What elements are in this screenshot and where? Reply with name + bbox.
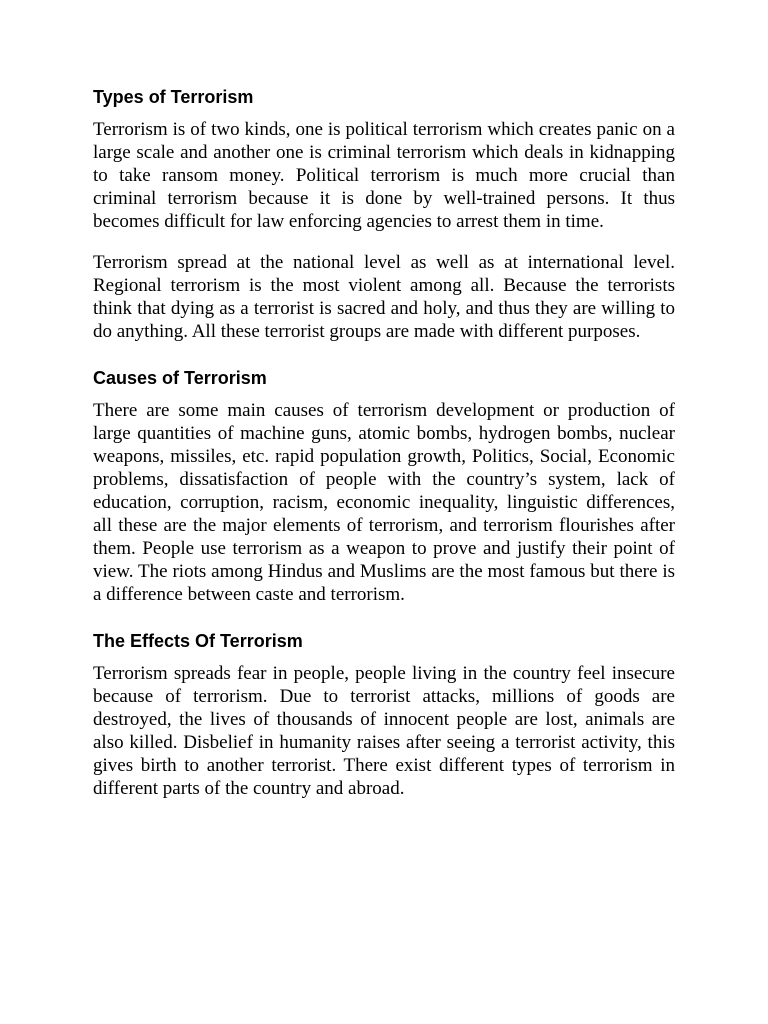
section-causes-of-terrorism xyxy=(93,365,675,606)
section-heading: Types of Terrorism xyxy=(93,87,254,107)
paragraph: Terrorism is of two kinds, one is political terrorism which creates panic on a large scale and another one is criminal terrorism which deals in kidnapping to take ransom money. Political terrorism is much more crucial than criminal terrorism because it is done by well-trained persons. It thus becomes difficult for law enforcing agencies to arrest them in time. xyxy=(93,119,675,232)
paragraph: There are some main causes of terrorism development or production of large quantities of machine guns, atomic bombs, hydrogen bombs, nuclear weapons, missiles, etc. rapid population growth, Politics, Social, Economic problems, dissatisfaction of people with the country’s system, lack of education, corruption, racism, economic inequality, linguistic differences, all these are the major elements of terrorism, and terrorism flourishes after them. People use terrorism as a weapon to prove and justify their point of view. The riots among Hindus and Muslims are the most famous but there is a difference between caste and terrorism. xyxy=(93,400,675,605)
section-types-of-terrorism xyxy=(93,84,675,343)
paragraph: Terrorism spread at the national level as well as at international level. Regional terrorism is the most violent among all. Because the terrorists think that dying as a terrorist is sacred and holy, and thus they are willing to do anything. All these terrorist groups are made with different purposes. xyxy=(93,252,675,342)
paragraph: Terrorism spreads fear in people, people living in the country feel insecure because of terrorism. Due to terrorist attacks, millions of goods are destroyed, the lives of thousands of innocent people are lost, animals are also killed. Disbelief in humanity raises after seeing a terrorist activity, this gives birth to another terrorist. There exist different types of terrorism in different parts of the country and abroad. xyxy=(93,663,675,799)
section-effects-of-terrorism xyxy=(93,628,675,800)
document-page xyxy=(93,84,675,818)
section-heading: The Effects Of Terrorism xyxy=(93,631,303,651)
section-heading: Causes of Terrorism xyxy=(93,368,267,388)
